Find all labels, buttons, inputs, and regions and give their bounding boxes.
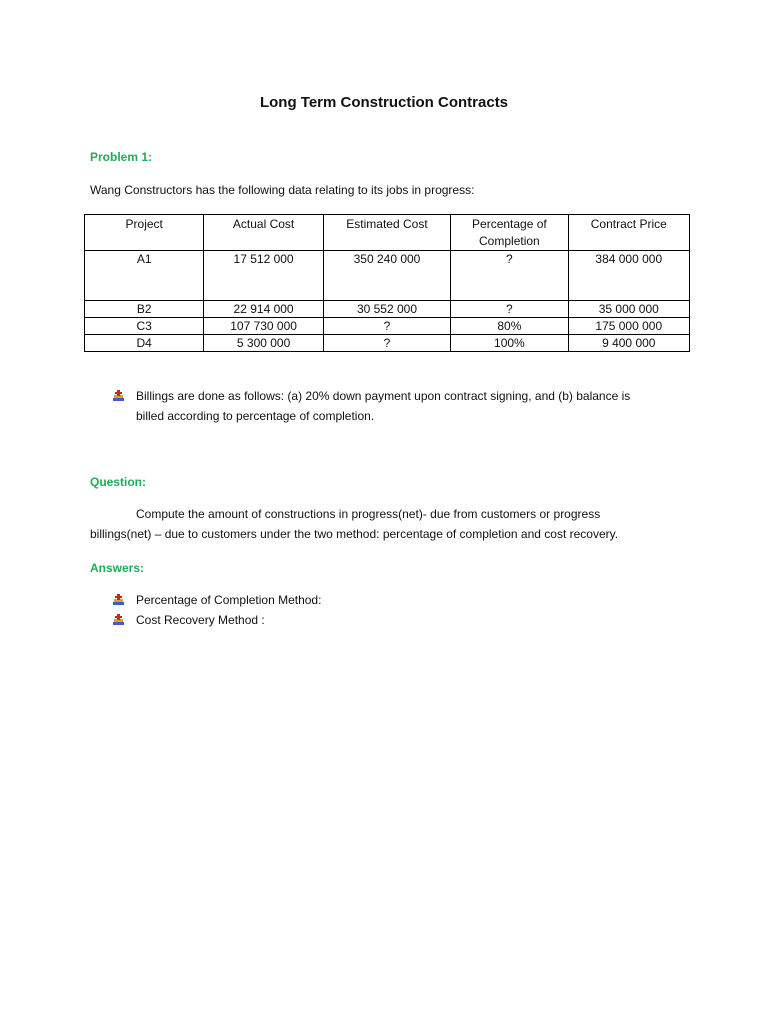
header-actual-cost: Actual Cost <box>204 215 323 251</box>
cell-estimated-cost: 30 552 000 <box>323 301 450 318</box>
jobs-table <box>84 214 690 352</box>
cell-contract-price: 35 000 000 <box>568 301 689 318</box>
header-estimated-cost: Estimated Cost <box>323 215 450 251</box>
cell-project: C3 <box>85 318 204 335</box>
cell-percentage: ? <box>451 251 568 301</box>
billing-note-line-2: billed according to percentage of completion. <box>136 409 375 423</box>
cell-project: A1 <box>85 251 204 301</box>
cell-estimated-cost: ? <box>323 335 450 352</box>
billing-note-line-1: Billings are done as follows: (a) 20% down payment upon contract signing, and (b) balance is <box>136 389 631 403</box>
problem-heading: Problem 1: <box>90 150 153 164</box>
table-row <box>85 318 690 335</box>
answer-percentage-completion: Percentage of Completion Method: <box>136 593 322 607</box>
cell-project: B2 <box>85 301 204 318</box>
cell-estimated-cost: 350 240 000 <box>323 251 450 301</box>
cell-percentage: 80% <box>451 318 568 335</box>
answers-heading: Answers: <box>90 561 145 575</box>
checklist-bullet-icon <box>112 613 125 626</box>
cell-actual-cost: 22 914 000 <box>204 301 323 318</box>
table-header-row <box>85 215 690 251</box>
billing-note <box>112 386 692 426</box>
cell-actual-cost: 5 300 000 <box>204 335 323 352</box>
cell-contract-price: 175 000 000 <box>568 318 689 335</box>
cell-contract-price: 9 400 000 <box>568 335 689 352</box>
cell-percentage: 100% <box>451 335 568 352</box>
question-heading: Question: <box>90 475 146 489</box>
header-contract-price: Contract Price <box>568 215 689 251</box>
cell-actual-cost: 17 512 000 <box>204 251 323 301</box>
document-title: Long Term Construction Contracts <box>259 94 509 111</box>
table-row <box>85 251 690 301</box>
checklist-bullet-icon <box>112 593 125 606</box>
cell-project: D4 <box>85 335 204 352</box>
cell-estimated-cost: ? <box>323 318 450 335</box>
question-line-1: Compute the amount of constructions in progress(net)- due from customers or progress <box>136 507 601 521</box>
table-row <box>85 301 690 318</box>
intro-paragraph: Wang Constructors has the following data relating to its jobs in progress: <box>90 183 475 197</box>
cell-percentage: ? <box>451 301 568 318</box>
answer-item <box>112 590 512 610</box>
cell-actual-cost: 107 730 000 <box>204 318 323 335</box>
cell-contract-price: 384 000 000 <box>568 251 689 301</box>
checklist-bullet-icon <box>112 389 125 402</box>
table-row <box>85 335 690 352</box>
answer-item <box>112 610 512 630</box>
header-project: Project <box>85 215 204 251</box>
answer-cost-recovery: Cost Recovery Method : <box>136 613 265 627</box>
header-percentage-completion: Percentage of Completion <box>451 215 568 251</box>
question-line-2: billings(net) – due to customers under the two method: percentage of completion and cost recovery. <box>90 527 619 541</box>
